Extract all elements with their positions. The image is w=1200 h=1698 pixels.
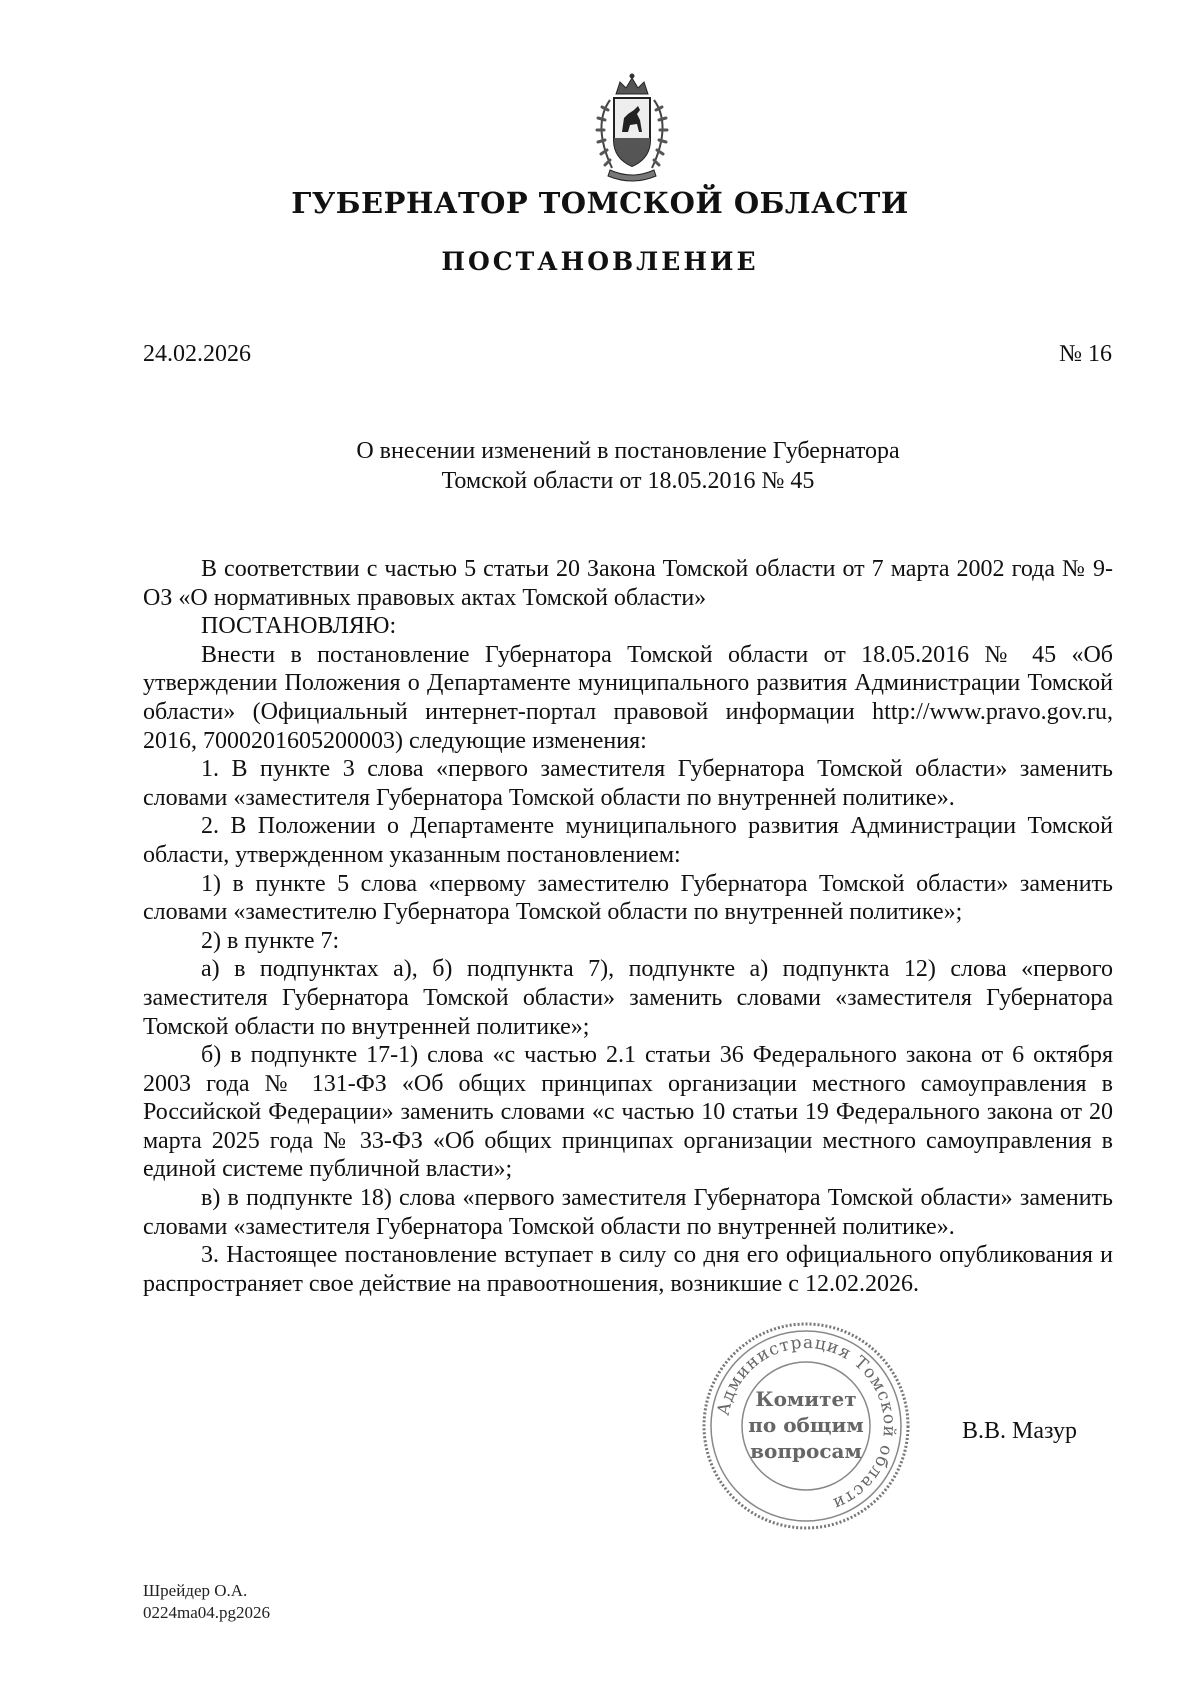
body-paragraph: В соответствии с частью 5 статьи 20 Закона Томской области от 7 марта 2002 года № 9-ОЗ «О нормативных правовых актах Томской области» <box>143 556 1113 611</box>
stamp-center-text: по общим <box>748 1413 864 1437</box>
subject-line: Томской области от 18.05.2016 № 45 <box>441 468 815 494</box>
document-body <box>143 555 1113 1298</box>
executor-info <box>143 1580 270 1624</box>
document-type: ПОСТАНОВЛЕНИЕ <box>441 247 759 276</box>
body-paragraph: 2. В Положении о Департаменте муниципального развития Администрации Томской области, утвержденном указанным постановлением: <box>143 813 1113 868</box>
body-paragraph: Внести в постановление Губернатора Томской области от 18.05.2016 № 45 «Об утверждении Положения о Департаменте муниципального развития Администрации Томской области» (Официальный интернет-портал правовой информации http://www.pravo.gov.ru, 2016, 7000201605200003) следующие изменения: <box>143 641 1113 754</box>
body-paragraph: 3. Настоящее постановление вступает в силу со дня его официального опубликования и распространяет свое действие на правоотношения, возникшие с 12.02.2026. <box>143 1242 1113 1297</box>
stamp-center-text: вопросам <box>750 1439 862 1463</box>
body-paragraph: ПОСТАНОВЛЯЮ: <box>201 613 397 640</box>
body-paragraph: в) в подпункте 18) слова «первого заместителя Губернатора Томской области» заменить словами «заместителя Губернатора Томской области по внутренней политике». <box>143 1185 1113 1240</box>
file-code: 0224ma04.pg2026 <box>143 1603 271 1622</box>
body-paragraph: а) в подпунктах а), б) подпункта 7), подпункте а) подпункта 12) слова «первого заместителя Губернатора Томской области» заменить словами «заместителя Губернатора Томской области по внутренней политике»; <box>143 956 1113 1040</box>
subject-line: О внесении изменений в постановление Губернатора <box>356 438 900 464</box>
body-paragraph: 1. В пункте 3 слова «первого заместителя Губернатора Томской области» заменить словами «заместителя Губернатора Томской области по внутренней политике». <box>143 756 1113 811</box>
organization-title: ГУБЕРНАТОР ТОМСКОЙ ОБЛАСТИ <box>291 186 909 220</box>
body-paragraph: 1) в пункте 5 слова «первому заместителю Губернатора Томской области» заменить словами «заместителю Губернатора Томской области по внутренней политике»; <box>143 870 1113 926</box>
stamp-center-text: Комитет <box>755 1387 857 1411</box>
body-paragraph: б) в подпункте 17-1) слова «с частью 2.1 статьи 36 Федерального закона от 6 октября 2003 года № 131-ФЗ «Об общих принципах организации местного самоуправления в Российской Федерации» заменить словами «с частью 10 статьи 19 Федерального закона от 20 марта 2025 года № 33-ФЗ «Об общих принципах организации местного самоуправления в единой системе публичной власти»; <box>143 1042 1113 1183</box>
document-subject <box>143 436 1113 496</box>
document-date: 24.02.2026 <box>143 341 251 367</box>
signer-name: В.В. Мазур <box>962 1418 1077 1444</box>
executor-name: Шрейдер О.А. <box>143 1581 248 1600</box>
document-number: № 16 <box>1059 341 1112 367</box>
stamp-ring-text: Администрация Томской области <box>713 1332 900 1514</box>
tomsk-oblast-coat-of-arms-icon <box>572 70 692 185</box>
body-paragraph: 2) в пункте 7: <box>201 927 340 954</box>
official-stamp <box>700 1320 912 1532</box>
